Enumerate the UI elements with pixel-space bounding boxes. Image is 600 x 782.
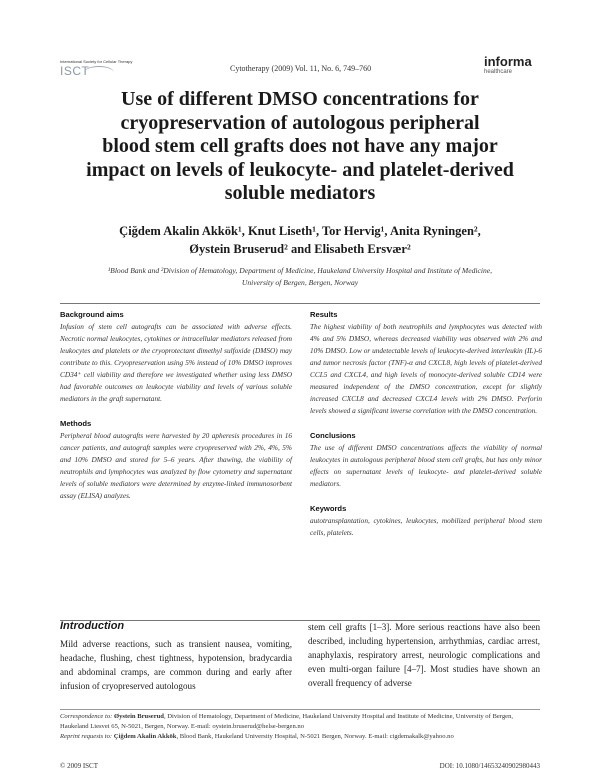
correspondence-note [60,712,540,732]
methods-text: Peripheral blood autografts were harvested by 20 apheresis procedures in 16 cancer patients, and autograft samples were cryopreserved with 2%, 4%, 5% and 10% DMSO and stored for 5–6 years. After thawing, the viability of neutrophils and lymphocytes was analyzed by flow cytometry and supernatant levels of soluble mediators were determined by enzyme-linked immunosorbent assay (ELISA) analyzes. [60,431,292,500]
publisher-logo [484,55,532,76]
correspondence-text: , Division of Hematology, Department of Medicine, Haukeland University Hospital and Institute of Medicine, University of Bergen, Haukeland Liesvei 65, N-5021, Bergen, Norway. E-mail: oystein.bruserud@helse-bergen.no [60,713,514,730]
article-title [40,88,560,206]
results-text: The highest viability of both neutrophils and lymphocytes was detected with 4% and 5% DMSO, whereas decreased viability was observed with 2% and 10% DMSO. Low or undetectable levels of leukocyte-derived interleukin (IL)-6 and tumor necrosis factor (TNF)-α and CXCL8, high levels of platelet-derived CCL5 and CXCL4, and high levels of monocyte-derived soluble CD14 were measured independent of the DMSO concentration, except for slightly increased CXCL8 and decreased CXCL4 levels with 2% DMSO. Perforin levels showed a significant inverse correlation with the DMSO concentration. [310,322,542,415]
correspondence-name: Øystein Bruserud [113,713,164,720]
authors-line: Øystein Bruserud² and Elisabeth Ersvær² [189,242,411,256]
title-line: Use of different DMSO concentrations for [121,88,479,110]
methods-heading: Methods [60,419,92,428]
publisher-logo-brand: informa [484,54,532,69]
reprint-note [60,732,540,742]
results-heading: Results [310,310,338,319]
conclusions-heading: Conclusions [310,431,356,440]
affiliation-line: University of Bergen, Bergen, Norway [241,278,359,287]
isct-logo [60,59,160,77]
reprint-label: Reprint requests to: [60,733,113,740]
background-text: Infusion of stem cell autografts can be associated with adverse effects. Necrotic normal leukocytes, cytokines or intracellular mediators released from leukocytes and platelets or the cryoprotectant dimethyl sulfoxide (DMSO) may contribute to this. Cryopreservation using 5% instead of 10% DMSO improves CD34⁺ cell viability and therefore we investigated whether using less DMSO had favorable outcomes on leukocyte viability and levels of various soluble mediators in the graft supernatant. [60,322,292,403]
copyright: © 2009 ISCT [60,762,98,770]
footnotes [60,709,540,742]
abstract-left-column [60,310,292,516]
authors-line: Çiğdem Akalin Akkök¹, Knut Liseth¹, Tor Hervig¹, Anita Ryningen², [119,224,481,238]
abstract-right-column [310,310,542,553]
reprint-name: Çiğdem Akalin Akkök [113,733,177,740]
affiliation-line: ¹Blood Bank and ²Division of Hematology, Department of Medicine, Haukeland University Hospital and Institute of Medicine, [107,266,493,275]
background-heading: Background aims [60,310,124,319]
introduction-text-left: Mild adverse reactions, such as transient nausea, vomiting, headache, flushing, chest tightness, hypotension, bradycardia and abdominal cramps, are common during and early after infusion of cryopreserved autologous [60,639,292,691]
title-line: cryopreservation of autologous peripheral [120,111,480,134]
introduction-heading: Introduction [60,620,125,632]
keywords-heading: Keywords [310,504,347,513]
publisher-logo-sub: healthcare [484,69,513,75]
introduction-text-right: stem cell grafts [1–3]. More serious reactions have also been described, including hypertension, arrhythmias, cardiac arrest, anaphylaxis, respiratory arrest, neurologic complications and even multi-organ failure [4–7]. Most studies have shown an overall frequency of adverse [308,622,540,688]
conclusions-text: The use of different DMSO concentrations affects the viability of normal leukocytes in autologous peripheral blood stem cell grafts, but has only minor effects on supernatant levels of leukocyte- and platelet-derived soluble mediators. [310,443,542,488]
title-line: blood stem cell grafts does not have any major [102,135,498,157]
doi: DOI: 10.1080/14653240902980443 [439,762,540,770]
isct-logo-text: ISCT [60,64,90,78]
author-list [40,222,560,258]
body-left-column [60,620,292,693]
journal-reference: Cytotherapy (2009) Vol. 11, No. 6, 749–760 [230,64,372,73]
body-right-column [308,620,540,690]
reprint-text: , Blood Bank, Haukeland University Hospital, N-5021 Bergen, Norway. E-mail: cigdemakalk@yahoo.no [176,733,454,740]
keywords-text: autotransplantation, cytokines, leukocytes, mobilized peripheral blood stem cells, platelets. [310,516,542,537]
abstract-box [60,303,540,621]
title-line: soluble mediators [224,182,376,204]
isct-logo-arc-icon [84,66,114,79]
isct-logo-small-text: International Society for Cellular Therapy [60,59,133,64]
affiliations [70,265,530,289]
title-line: impact on levels of leukocyte- and platelet-derived [86,158,514,181]
correspondence-label: Correspondence to: [60,713,113,720]
